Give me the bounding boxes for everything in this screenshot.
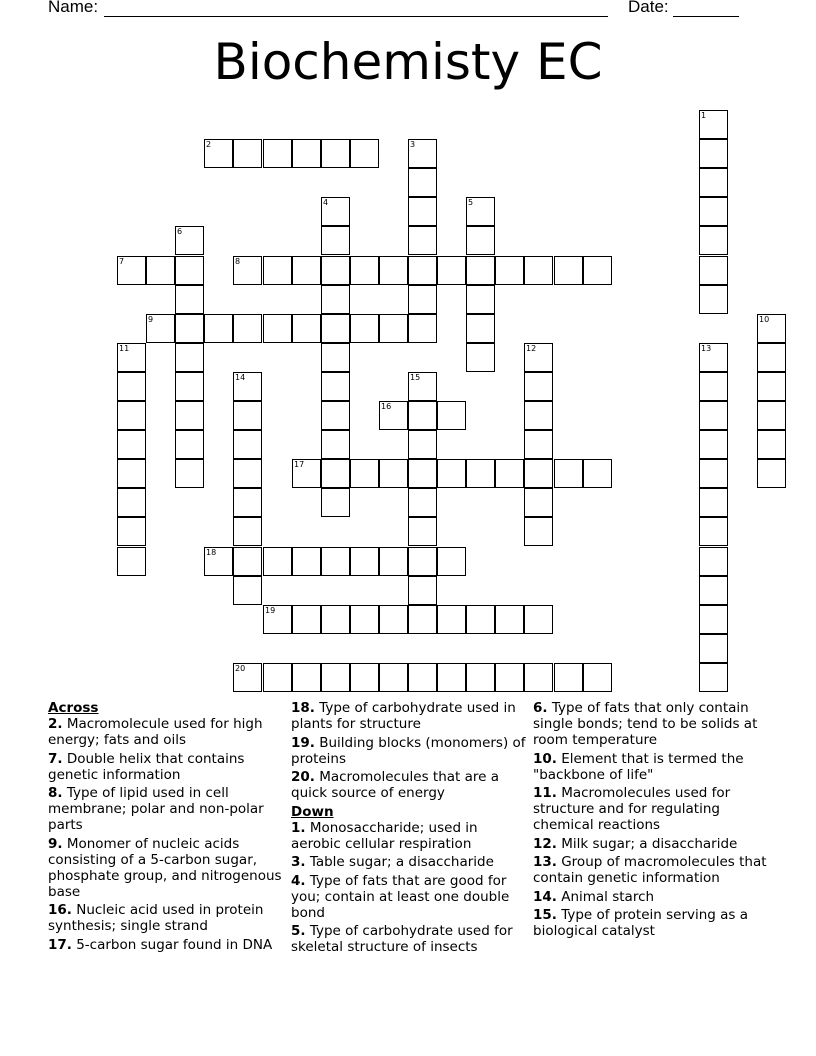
clue-number: 7. <box>48 750 63 767</box>
crossword-cell[interactable] <box>175 459 204 488</box>
crossword-cell[interactable] <box>524 343 553 372</box>
crossword-cell[interactable] <box>408 517 437 546</box>
crossword-cell[interactable] <box>699 197 728 226</box>
crossword-cell[interactable] <box>175 430 204 459</box>
crossword-cell[interactable] <box>408 226 437 255</box>
clue-text: Macromolecules that are a quick source of energy <box>291 769 500 801</box>
crossword-cell[interactable] <box>321 139 350 168</box>
clue-number: 2. <box>48 716 63 732</box>
crossword-cell[interactable] <box>437 547 466 576</box>
crossword-cell[interactable] <box>379 401 408 430</box>
crossword-cell[interactable] <box>292 605 321 634</box>
crossword-cell[interactable] <box>554 663 583 692</box>
clue-text: Type of protein serving as a biological catalyst <box>533 907 749 939</box>
crossword-cell[interactable] <box>321 372 350 401</box>
crossword-cell[interactable] <box>466 459 495 488</box>
clue-number: 2 <box>206 140 212 149</box>
clue-number: 15 <box>410 373 421 382</box>
crossword-cell[interactable] <box>524 372 553 401</box>
crossword-cell[interactable] <box>524 663 553 692</box>
clue-number: 9 <box>148 315 154 324</box>
clue-number: 15. <box>533 907 557 923</box>
clue-text: Macromolecule used for high energy; fats and oils <box>48 716 263 748</box>
crossword-cell[interactable] <box>117 547 146 576</box>
clue-heading: Down <box>291 803 334 820</box>
clue-number: 18. <box>291 700 315 716</box>
crossword-cell[interactable] <box>524 430 553 459</box>
crossword-cell[interactable] <box>321 663 350 692</box>
crossword-cell[interactable] <box>233 663 262 692</box>
crossword-cell[interactable] <box>350 139 379 168</box>
crossword-cell[interactable] <box>437 605 466 634</box>
crossword-cell[interactable] <box>408 663 437 692</box>
crossword-cell[interactable] <box>583 459 612 488</box>
crossword-cell[interactable] <box>554 256 583 285</box>
crossword-cell[interactable] <box>263 139 292 168</box>
clues-column-2 <box>291 700 527 958</box>
crossword-cell[interactable] <box>554 459 583 488</box>
crossword-cell[interactable] <box>321 314 350 343</box>
crossword-cell[interactable] <box>583 256 612 285</box>
clue-number: 13 <box>701 344 712 353</box>
clue-number: 17. <box>48 936 72 953</box>
clue-text: Nucleic acid used in protein synthesis; single strand <box>48 902 264 934</box>
crossword-cell[interactable] <box>321 343 350 372</box>
crossword-cell[interactable] <box>699 256 728 285</box>
crossword-cell[interactable] <box>117 372 146 401</box>
crossword-cell[interactable] <box>350 256 379 285</box>
crossword-cell[interactable] <box>699 663 728 692</box>
clue-text: Monosaccharide; used in aerobic cellular respiration <box>291 819 478 852</box>
clue-across <box>291 700 527 732</box>
crossword-cell[interactable] <box>175 285 204 314</box>
crossword-cell[interactable] <box>524 459 553 488</box>
crossword-cell[interactable] <box>408 430 437 459</box>
crossword-cell[interactable] <box>175 226 204 255</box>
crossword-cell[interactable] <box>233 576 262 605</box>
clues-column-3 <box>533 700 769 942</box>
crossword-cell[interactable] <box>408 605 437 634</box>
crossword-cell[interactable] <box>495 256 524 285</box>
clue-text: Type of lipid used in cell membrane; polar and non-polar parts <box>48 785 264 833</box>
clue-down <box>533 889 769 905</box>
crossword-cell[interactable] <box>379 547 408 576</box>
crossword-cell[interactable] <box>757 459 786 488</box>
crossword-cell[interactable] <box>321 285 350 314</box>
crossword-cell[interactable] <box>233 459 262 488</box>
clue-number: 8. <box>48 785 63 801</box>
crossword-cell[interactable] <box>350 547 379 576</box>
clue-number: 5 <box>468 198 474 207</box>
clue-number: 20 <box>235 664 246 673</box>
clue-down <box>533 907 769 939</box>
crossword-cell[interactable] <box>699 372 728 401</box>
crossword-cell[interactable] <box>263 256 292 285</box>
crossword-cell[interactable] <box>466 605 495 634</box>
crossword-cell[interactable] <box>408 576 437 605</box>
crossword-cell[interactable] <box>204 314 233 343</box>
crossword-cell[interactable] <box>117 256 146 285</box>
clue-down <box>533 785 769 833</box>
crossword-cell[interactable] <box>292 547 321 576</box>
crossword-cell[interactable] <box>699 139 728 168</box>
crossword-cell[interactable] <box>146 314 175 343</box>
crossword-cell[interactable] <box>699 285 728 314</box>
clue-number: 8 <box>235 257 241 266</box>
clue-number: 10 <box>759 315 770 324</box>
crossword-cell[interactable] <box>495 459 524 488</box>
crossword-cell[interactable] <box>495 605 524 634</box>
clue-text: Macromolecules used for structure and for regulating chemical reactions <box>533 785 731 833</box>
crossword-cell[interactable] <box>757 343 786 372</box>
crossword-cell[interactable] <box>408 139 437 168</box>
crossword-cell[interactable] <box>175 401 204 430</box>
crossword-cell[interactable] <box>350 459 379 488</box>
clue-across <box>48 751 284 783</box>
crossword-cell[interactable] <box>233 372 262 401</box>
crossword-cell[interactable] <box>699 547 728 576</box>
clue-across <box>291 735 527 767</box>
crossword-cell[interactable] <box>757 372 786 401</box>
crossword-cell[interactable] <box>699 517 728 546</box>
crossword-cell[interactable] <box>263 547 292 576</box>
clue-number: 20. <box>291 769 315 785</box>
crossword-cell[interactable] <box>408 488 437 517</box>
crossword-cell[interactable] <box>495 663 524 692</box>
name-label: Name: <box>48 0 99 16</box>
crossword-cell[interactable] <box>699 110 728 139</box>
crossword-cell[interactable] <box>321 459 350 488</box>
clue-number: 12. <box>533 835 557 852</box>
crossword-cell[interactable] <box>699 459 728 488</box>
crossword-cell[interactable] <box>757 314 786 343</box>
clue-text: Building blocks (monomers) of proteins <box>291 734 526 767</box>
crossword-cell[interactable] <box>699 226 728 255</box>
crossword-cell[interactable] <box>233 517 262 546</box>
crossword-cell[interactable] <box>350 663 379 692</box>
crossword-cell[interactable] <box>321 226 350 255</box>
clue-number: 1 <box>701 111 707 120</box>
crossword-cell[interactable] <box>466 256 495 285</box>
crossword-cell[interactable] <box>233 256 262 285</box>
crossword-cell[interactable] <box>699 576 728 605</box>
crossword-cell[interactable] <box>757 401 786 430</box>
clue-number: 9. <box>48 835 63 852</box>
crossword-cell[interactable] <box>292 256 321 285</box>
clue-number: 14 <box>235 373 246 382</box>
clue-across <box>48 937 284 953</box>
clue-down <box>533 836 769 852</box>
crossword-cell[interactable] <box>321 605 350 634</box>
crossword-cell[interactable] <box>292 139 321 168</box>
clue-number: 6. <box>533 700 548 716</box>
clue-number: 16. <box>48 902 72 918</box>
crossword-cell[interactable] <box>204 547 233 576</box>
clue-number: 11 <box>119 344 130 353</box>
clue-number: 5. <box>291 923 306 939</box>
crossword-cell[interactable] <box>408 256 437 285</box>
crossword-cell[interactable] <box>466 285 495 314</box>
crossword-cell[interactable] <box>379 663 408 692</box>
crossword-cell[interactable] <box>117 459 146 488</box>
clue-heading: Across <box>48 700 99 716</box>
crossword-cell[interactable] <box>175 372 204 401</box>
date-label: Date: <box>628 0 669 16</box>
page-title: Biochemisty EC <box>213 33 603 91</box>
crossword-cell[interactable] <box>699 605 728 634</box>
clue-number: 4. <box>291 872 306 889</box>
clue-text: Type of fats that only contain single bonds; tend to be solids at room temperature <box>533 700 758 748</box>
crossword-cell[interactable] <box>699 430 728 459</box>
crossword-cell[interactable] <box>379 256 408 285</box>
crossword-cell[interactable] <box>117 488 146 517</box>
clue-text: Monomer of nucleic acids consisting of a 5-carbon sugar, phosphate group, and nitrogenous base <box>48 835 282 900</box>
clue-down <box>291 873 527 921</box>
clue-down <box>291 820 527 852</box>
crossword-cell[interactable] <box>321 197 350 226</box>
clue-text: Animal starch <box>561 888 655 905</box>
clue-across <box>48 836 284 900</box>
crossword-cell[interactable] <box>437 401 466 430</box>
crossword-cell[interactable] <box>379 314 408 343</box>
clue-down <box>291 854 527 870</box>
crossword-cell[interactable] <box>233 401 262 430</box>
crossword-cell[interactable] <box>292 459 321 488</box>
crossword-cell[interactable] <box>524 256 553 285</box>
crossword-cell[interactable] <box>321 547 350 576</box>
clue-text: Type of carbohydrate used in plants for structure <box>291 700 516 732</box>
crossword-cell[interactable] <box>117 430 146 459</box>
crossword-cell[interactable] <box>757 430 786 459</box>
crossword-cell[interactable] <box>292 314 321 343</box>
clue-number: 1. <box>291 819 306 836</box>
crossword-cell[interactable] <box>524 517 553 546</box>
crossword-cell[interactable] <box>292 663 321 692</box>
crossword-cell[interactable] <box>524 605 553 634</box>
clue-number: 14. <box>533 888 557 905</box>
crossword-cell[interactable] <box>408 285 437 314</box>
clue-number: 19. <box>291 734 315 751</box>
crossword-cell[interactable] <box>408 314 437 343</box>
crossword-cell[interactable] <box>437 663 466 692</box>
crossword-cell[interactable] <box>466 663 495 692</box>
crossword-cell[interactable] <box>379 459 408 488</box>
clue-number: 3 <box>410 140 416 149</box>
clue-number: 11. <box>533 785 557 801</box>
clue-number: 12 <box>526 344 537 353</box>
crossword-cell[interactable] <box>263 663 292 692</box>
clue-text: Table sugar; a disaccharide <box>309 854 494 870</box>
crossword-cell[interactable] <box>233 139 262 168</box>
clue-across <box>291 769 527 801</box>
clue-down <box>533 751 769 783</box>
crossword-cell[interactable] <box>321 430 350 459</box>
clue-number: 3. <box>291 854 306 870</box>
clue-text: Element that is termed the "backbone of life" <box>533 750 744 783</box>
crossword-cell[interactable] <box>408 547 437 576</box>
clue-text: Milk sugar; a disaccharide <box>561 835 738 852</box>
clue-down <box>533 700 769 748</box>
crossword-cell[interactable] <box>466 197 495 226</box>
crossword-cell[interactable] <box>350 314 379 343</box>
clue-number: 16 <box>381 402 392 411</box>
crossword-cell[interactable] <box>524 401 553 430</box>
crossword-cell[interactable] <box>233 430 262 459</box>
clue-text: 5-carbon sugar found in DNA <box>76 936 273 953</box>
crossword-cell[interactable] <box>146 256 175 285</box>
crossword-cell[interactable] <box>233 314 262 343</box>
crossword-cell[interactable] <box>466 343 495 372</box>
clue-number: 18 <box>206 548 217 557</box>
crossword-cell[interactable] <box>699 343 728 372</box>
crossword-cell[interactable] <box>408 372 437 401</box>
clue-number: 19 <box>265 606 276 615</box>
clue-number: 10. <box>533 750 557 767</box>
crossword-cell[interactable] <box>699 488 728 517</box>
clue-number: 13. <box>533 854 557 870</box>
clue-across <box>48 902 284 934</box>
crossword-cell[interactable] <box>379 605 408 634</box>
crossword-cell[interactable] <box>583 663 612 692</box>
crossword-cell[interactable] <box>408 197 437 226</box>
clue-number: 7 <box>119 257 125 266</box>
crossword-cell[interactable] <box>117 517 146 546</box>
clue-text: Double helix that contains genetic information <box>48 750 245 783</box>
crossword-cell[interactable] <box>321 256 350 285</box>
crossword-cell[interactable] <box>263 605 292 634</box>
clue-across <box>48 785 284 833</box>
crossword-cell[interactable] <box>117 343 146 372</box>
crossword-cell[interactable] <box>408 401 437 430</box>
crossword-cell[interactable] <box>321 488 350 517</box>
crossword-cell[interactable] <box>175 343 204 372</box>
clue-across <box>48 716 284 748</box>
crossword-cell[interactable] <box>466 226 495 255</box>
crossword-cell[interactable] <box>437 256 466 285</box>
clue-text: Type of fats that are good for you; contain at least one double bond <box>291 872 510 921</box>
crossword-cell[interactable] <box>408 168 437 197</box>
clues-column-1 <box>48 700 284 955</box>
crossword-cell[interactable] <box>175 256 204 285</box>
clue-number: 17 <box>294 460 305 469</box>
clue-down <box>533 854 769 886</box>
crossword-cell[interactable] <box>466 314 495 343</box>
crossword-cell[interactable] <box>524 488 553 517</box>
crossword-cell[interactable] <box>437 459 466 488</box>
crossword-cell[interactable] <box>263 314 292 343</box>
crossword-cell[interactable] <box>233 547 262 576</box>
clue-text: Group of macromolecules that contain genetic information <box>533 854 767 886</box>
crossword-cell[interactable] <box>699 634 728 663</box>
clue-number: 4 <box>323 198 329 207</box>
crossword-cell[interactable] <box>699 401 728 430</box>
crossword-cell[interactable] <box>204 139 233 168</box>
crossword-cell[interactable] <box>699 168 728 197</box>
crossword-cell[interactable] <box>233 488 262 517</box>
crossword-cell[interactable] <box>175 314 204 343</box>
crossword-cell[interactable] <box>321 401 350 430</box>
clue-down <box>291 923 527 955</box>
crossword-cell[interactable] <box>117 401 146 430</box>
clue-text: Type of carbohydrate used for skeletal structure of insects <box>291 923 513 955</box>
crossword-cell[interactable] <box>408 459 437 488</box>
crossword-cell[interactable] <box>350 605 379 634</box>
clue-number: 6 <box>177 227 183 236</box>
